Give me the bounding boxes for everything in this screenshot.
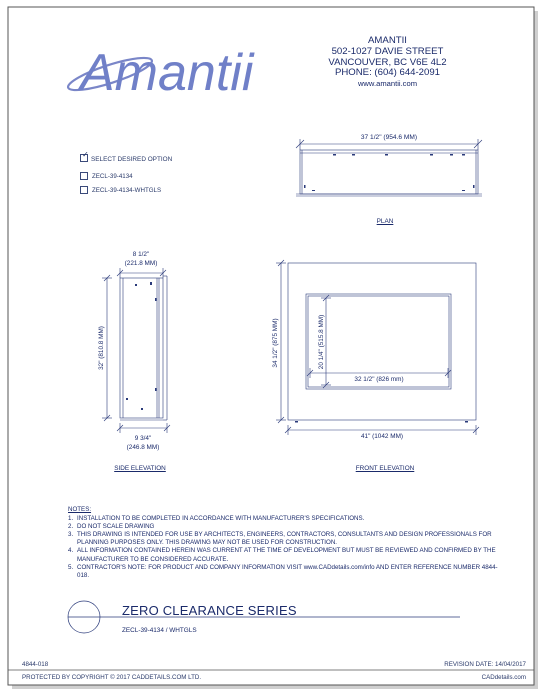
plan-width-label: 37 1/2" (954.6 MM) [360, 134, 418, 141]
company-website[interactable]: www.amantii.com [357, 79, 418, 89]
side-bottom-dim-1: 9 3/4" [134, 435, 152, 442]
option-item[interactable]: ZECL-39-4134 [80, 172, 133, 180]
company-phone: PHONE: (604) 644-2091 [334, 67, 441, 79]
note-item: 5. CONTRACTOR'S NOTE: FOR PRODUCT AND COMPANY INFORMATION VISIT www.CADdetails.com/info AND ENTER REFERENCE NUMBER 4844-018. [68, 563, 498, 579]
company-name: AMANTII [368, 35, 407, 46]
side-bottom-dim-2: (246.8 MM) [126, 444, 160, 451]
note-item: 2. DO NOT SCALE DRAWING [68, 523, 155, 531]
side-elevation-title: SIDE ELEVATION [114, 465, 166, 472]
front-inner-height-label: 20 1/4" (515.8 MM) [318, 314, 325, 370]
company-address-2: VANCOUVER, BC V6E 4L2 [328, 56, 447, 68]
options-heading: ✓ SELECT DESIRED OPTION [82, 150, 173, 163]
notes-title: NOTES: [68, 506, 92, 513]
copyright-text: PROTECTED BY COPYRIGHT © 2017 CADDETAILS.COM LTD. [22, 674, 202, 681]
front-width-label: 41" (1042 MM) [360, 433, 404, 440]
checked-box-icon: ✓ [80, 154, 88, 162]
front-inner-width-label: 32 1/2" (826 mm) [354, 376, 404, 383]
option-item[interactable]: ZECL-39-4134-WHTGLS [80, 186, 161, 194]
side-top-dim-1: 8 1/2" [132, 251, 150, 258]
reference-number: 4844-018 [22, 661, 49, 668]
note-item: 4. ALL INFORMATION CONTAINED HEREIN WAS CURRENT AT THE TIME OF DEVELOPMENT BUT MUST BE REVIEWED AND CONFIRMED BY THE MANUFACTURER TO BE CONSIDERED ACCURATE. [68, 547, 496, 563]
front-height-label: 34 1/2" (875 MM) [272, 318, 279, 368]
company-address-1: 502-1027 DAVIE STREET [331, 45, 444, 57]
series-title: ZERO CLEARANCE SERIES [122, 603, 297, 618]
side-top-dim-2: (221.8 MM) [124, 260, 158, 267]
plan-title: PLAN [376, 218, 394, 225]
logo-wordmark: Amantii [80, 44, 254, 102]
front-elevation-title: FRONT ELEVATION [355, 465, 415, 472]
side-height-label: 32" (810.8 MM) [98, 326, 105, 370]
caddetails-link[interactable]: CADdetails.com [481, 674, 526, 681]
revision-date: REVISION DATE: 14/04/2017 [444, 661, 526, 668]
note-item: 3. THIS DRAWING IS INTENDED FOR USE BY ARCHITECTS, ENGINEERS, CONTRACTORS, CONSULTANTS AND DESIGN PROFESSIONALS FOR PLANNING PURPOSES ONLY. THIS DRAWING MAY NOT BE USED FOR CONSTRUCTION. [68, 531, 492, 547]
note-item: 1. INSTALLATION TO BE COMPLETED IN ACCORDANCE WITH MANUFACTURER'S SPECIFICATIONS. [68, 515, 365, 523]
model-number: ZECL-39-4134 / WHTGLS [122, 627, 197, 634]
